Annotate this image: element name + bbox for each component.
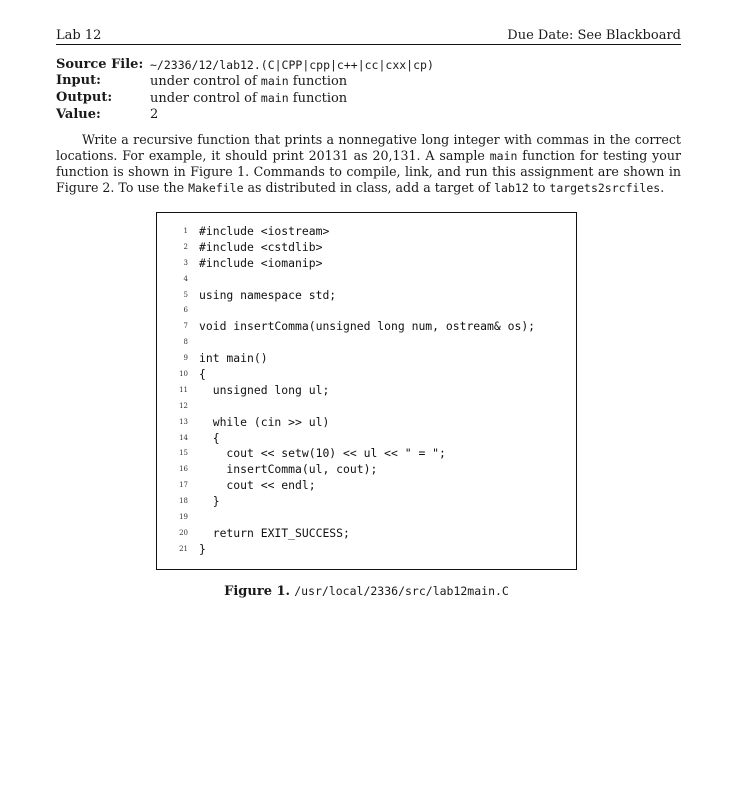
code-line bbox=[157, 477, 576, 493]
line-number: 10 bbox=[179, 369, 188, 378]
output-label: Output: bbox=[56, 90, 113, 105]
code-line bbox=[157, 509, 576, 525]
para-code-targets: targets2srcfiles bbox=[549, 181, 661, 195]
code-text: } bbox=[199, 494, 220, 509]
code-text: cout << endl; bbox=[199, 478, 316, 493]
para-text-4: to bbox=[528, 180, 550, 195]
line-number: 2 bbox=[183, 242, 188, 251]
para-code-main: main bbox=[489, 149, 518, 163]
due-date: Due Date: See Blackboard bbox=[507, 28, 681, 43]
input-value-code: main bbox=[260, 74, 289, 88]
code-line bbox=[157, 430, 576, 446]
para-code-makefile: Makefile bbox=[188, 181, 244, 195]
code-text: { bbox=[199, 430, 220, 445]
input-value-post: function bbox=[288, 74, 348, 89]
source-file-row bbox=[56, 57, 681, 73]
source-file-value: ~/2336/12/lab12.(C|CPP|cpp|c++|cc|cxx|cp) bbox=[150, 58, 434, 72]
line-number: 14 bbox=[179, 433, 188, 442]
page-header bbox=[56, 28, 681, 45]
code-line bbox=[157, 541, 576, 557]
code-line bbox=[157, 398, 576, 414]
code-text: insertComma(ul, cout); bbox=[199, 462, 378, 477]
code-line bbox=[157, 223, 576, 239]
code-line bbox=[157, 271, 576, 287]
code-text: return EXIT_SUCCESS; bbox=[199, 525, 350, 540]
code-line bbox=[157, 461, 576, 477]
code-line bbox=[157, 382, 576, 398]
code-text: } bbox=[199, 541, 206, 556]
code-line bbox=[157, 525, 576, 541]
value-row bbox=[56, 107, 681, 123]
output-value-pre: under control of bbox=[150, 91, 261, 106]
line-number: 18 bbox=[179, 497, 188, 506]
para-text-1: Write a recursive function that prints a nonnegative long integer with commas in the correct locations. For example, it should print 20131 as 20,131. A sample bbox=[56, 132, 681, 163]
line-number: 21 bbox=[179, 544, 188, 553]
code-listing bbox=[157, 223, 576, 557]
para-text-2: function for testing your function is shown in Figure 1. Commands to compile, link, and run this assignment are shown in Figure 2. To use the bbox=[56, 148, 681, 195]
line-number: 6 bbox=[183, 306, 188, 315]
para-code-lab12: lab12 bbox=[494, 181, 529, 195]
value-value: 2 bbox=[150, 107, 159, 122]
line-number: 8 bbox=[183, 338, 188, 347]
value-label: Value: bbox=[56, 107, 101, 122]
assignment-info bbox=[56, 57, 681, 123]
code-line bbox=[157, 255, 576, 271]
code-text: #include <iostream> bbox=[199, 223, 330, 238]
output-value bbox=[150, 90, 347, 107]
code-line bbox=[157, 445, 576, 461]
code-listing-box bbox=[156, 212, 577, 570]
code-line bbox=[157, 287, 576, 303]
code-line bbox=[157, 493, 576, 509]
code-text: { bbox=[199, 366, 206, 381]
code-text: while (cin >> ul) bbox=[199, 414, 330, 429]
line-number: 13 bbox=[179, 417, 188, 426]
figure-caption bbox=[56, 584, 677, 599]
line-number: 19 bbox=[179, 512, 188, 521]
output-value-code: main bbox=[260, 91, 289, 105]
line-number: 15 bbox=[179, 449, 188, 458]
input-label: Input: bbox=[56, 73, 101, 88]
output-row bbox=[56, 90, 681, 107]
code-line bbox=[157, 302, 576, 318]
line-number: 16 bbox=[179, 465, 188, 474]
input-row bbox=[56, 73, 681, 90]
line-number: 4 bbox=[183, 274, 188, 283]
line-number: 9 bbox=[183, 354, 188, 363]
code-text: unsigned long ul; bbox=[199, 382, 330, 397]
line-number: 12 bbox=[179, 401, 188, 410]
code-line bbox=[157, 239, 576, 255]
line-number: 5 bbox=[183, 290, 188, 299]
instructions-paragraph bbox=[56, 132, 681, 196]
input-value bbox=[150, 73, 347, 90]
line-number: 20 bbox=[179, 528, 188, 537]
code-text: int main() bbox=[199, 351, 268, 366]
input-value-pre: under control of bbox=[150, 74, 261, 89]
line-number: 3 bbox=[183, 258, 188, 267]
line-number: 7 bbox=[183, 322, 188, 331]
code-line bbox=[157, 366, 576, 382]
code-line bbox=[157, 318, 576, 334]
source-file-label: Source File: bbox=[56, 57, 144, 72]
code-text: cout << setw(10) << ul << " = "; bbox=[199, 446, 446, 461]
code-text: using namespace std; bbox=[199, 287, 337, 302]
output-value-post: function bbox=[288, 91, 348, 106]
lab-title: Lab 12 bbox=[56, 28, 102, 43]
code-text: void insertComma(unsigned long num, ostream& os); bbox=[199, 319, 536, 334]
figure-label: Figure 1. bbox=[224, 584, 291, 599]
code-text: #include <cstdlib> bbox=[199, 239, 323, 254]
code-line bbox=[157, 414, 576, 430]
code-line bbox=[157, 334, 576, 350]
para-text-5: . bbox=[660, 180, 665, 195]
line-number: 17 bbox=[179, 481, 188, 490]
code-text: #include <iomanip> bbox=[199, 255, 323, 270]
figure-path: /usr/local/2336/src/lab12main.C bbox=[294, 584, 509, 598]
code-line bbox=[157, 350, 576, 366]
document-page bbox=[56, 28, 681, 599]
para-text-3: as distributed in class, add a target of bbox=[243, 180, 495, 195]
line-number: 1 bbox=[183, 226, 188, 235]
line-number: 11 bbox=[179, 385, 188, 394]
